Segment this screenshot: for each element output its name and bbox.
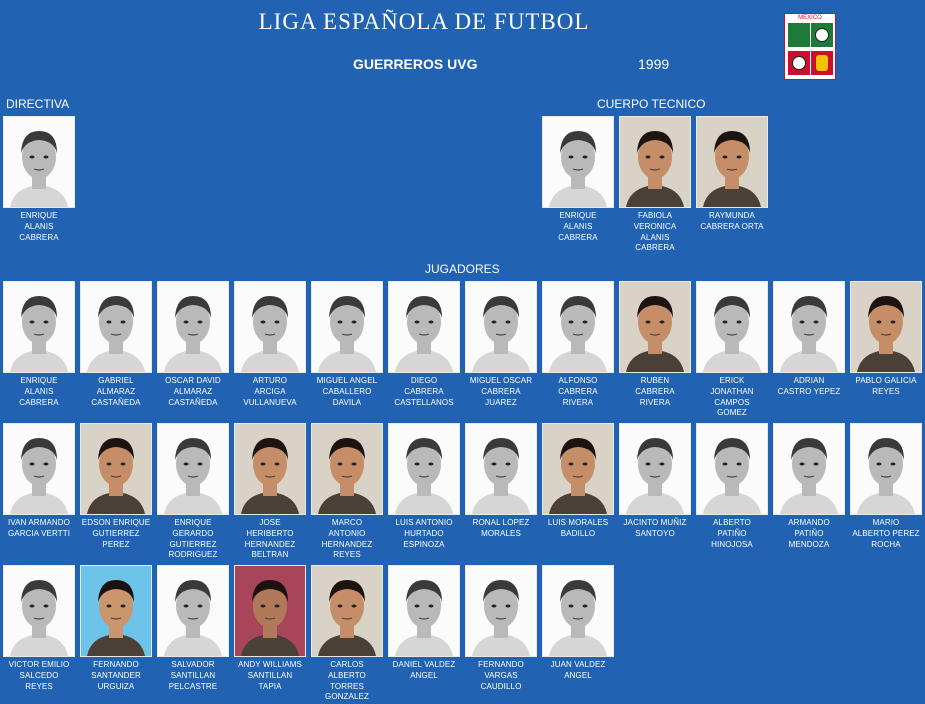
player-name: ENRIQUE GERARDO GUTIERREZ RODRIGUEZ (168, 518, 218, 560)
portrait-card (542, 565, 614, 682)
player-name: FERNANDO SANTANDER URGUIZA (91, 660, 141, 691)
portrait-photo (773, 281, 845, 373)
portrait-card (234, 565, 306, 692)
player-name: RAYMUNDA CABRERA ORTA (700, 211, 764, 231)
portrait-card (542, 281, 614, 408)
crest-quadrant-lion (811, 51, 833, 75)
portrait-card (3, 423, 75, 540)
portrait-photo (388, 565, 460, 657)
portrait-photo (619, 423, 691, 515)
player-name: ADRIAN CASTRO YEPEZ (777, 376, 841, 396)
portrait-card (157, 281, 229, 408)
portrait-photo (157, 423, 229, 515)
section-directiva: DIRECTIVA (6, 97, 70, 111)
player-name: MARIO ALBERTO PEREZ ROCHA (852, 518, 920, 549)
portrait-card (3, 281, 75, 408)
player-name: LUIS MORALES BADILLO (547, 518, 609, 538)
portrait-photo (3, 423, 75, 515)
portrait-photo (3, 565, 75, 657)
section-jugadores: JUGADORES (425, 262, 500, 276)
player-name: MIGUEL ANGEL CABALLERO DAVILA (316, 376, 378, 407)
portrait-card (850, 423, 922, 550)
portrait-card (80, 423, 152, 550)
player-name: ARTURO ARCIGA VULLANUEVA (243, 376, 297, 407)
portrait-card (696, 116, 768, 233)
portrait-photo (388, 281, 460, 373)
portrait-card (80, 565, 152, 692)
portrait-card (542, 423, 614, 540)
portrait-photo (773, 423, 845, 515)
portrait-card (311, 565, 383, 703)
portrait-card (850, 281, 922, 398)
portrait-photo (80, 423, 152, 515)
player-name: ALBERTO PATIÑO HINOJOSA (711, 518, 753, 549)
portrait-photo (465, 423, 537, 515)
portrait-card (3, 116, 75, 243)
portrait-card (311, 281, 383, 408)
player-name: SALVADOR SANTILLAN PELCASTRE (168, 660, 218, 691)
portrait-card (542, 116, 614, 243)
portrait-card (311, 423, 383, 561)
section-cuerpo-tecnico: CUERPO TECNICO (597, 97, 706, 111)
player-name: DIEGO CABRERA CASTELLANOS (394, 376, 454, 407)
portrait-card (619, 116, 691, 254)
portrait-photo (157, 281, 229, 373)
portrait-photo (542, 281, 614, 373)
player-name: GABRIEL ALMARAZ CASTAÑEDA (91, 376, 141, 407)
player-name: MARCO ANTONIO HERNANDEZ REYES (321, 518, 373, 560)
portrait-photo (234, 281, 306, 373)
portrait-photo (465, 281, 537, 373)
player-name: JOSE HERIBERTO HERNANDEZ BELTRAN (244, 518, 296, 560)
player-name: ANDY WILLIAMS SANTILLAN TAPIA (238, 660, 302, 691)
player-name: ALFONSO CABRERA RIVERA (558, 376, 598, 407)
portrait-photo (80, 565, 152, 657)
portrait-photo (234, 565, 306, 657)
portrait-photo (542, 116, 614, 208)
portrait-card (80, 281, 152, 408)
player-name: FABIOLA VERONICA ALANIS CABRERA (633, 211, 677, 253)
team-crest-logo (784, 13, 836, 80)
player-name: ENRIQUE ALANIS CABRERA (558, 211, 598, 242)
crest-quadrant-eagle (788, 23, 810, 47)
portrait-photo (542, 423, 614, 515)
player-name: ENRIQUE ALANIS CABRERA (19, 376, 59, 407)
portrait-card (234, 281, 306, 408)
season-year: 1999 (638, 56, 670, 72)
portrait-card (465, 281, 537, 408)
player-name: PABLO GALICIA REYES (855, 376, 917, 396)
player-name: CARLOS ALBERTO TORRES GONZALEZ (325, 660, 369, 702)
portrait-card (388, 565, 460, 682)
portrait-photo (3, 281, 75, 373)
page-title: LIGA ESPAÑOLA DE FUTBOL (258, 9, 590, 34)
portrait-photo (850, 423, 922, 515)
player-name: JACINTO MUÑIZ SANTOYO (623, 518, 687, 538)
crest-caption: MEXICO (798, 15, 822, 21)
portrait-card (157, 423, 229, 561)
portrait-photo (80, 281, 152, 373)
crest-quadrant-ball-red (788, 51, 810, 75)
player-name: IVAN ARMANDO GARCIA VERTTI (7, 518, 71, 538)
portrait-card (388, 423, 460, 550)
portrait-photo (619, 116, 691, 208)
portrait-photo (157, 565, 229, 657)
portrait-card (157, 565, 229, 692)
portrait-photo (465, 565, 537, 657)
portrait-photo (696, 281, 768, 373)
portrait-card (465, 423, 537, 540)
player-name: ARMANDO PATIÑO MENDOZA (788, 518, 830, 549)
portrait-card (465, 565, 537, 692)
portrait-photo (311, 423, 383, 515)
player-name: FERNANDO VARGAS CAUDILLO (478, 660, 524, 691)
player-name: DANIEL VALDEZ ANGEL (392, 660, 456, 680)
player-name: ERICK JONATHAN CAMPOS GOMEZ (710, 376, 754, 418)
player-name: EDSON ENRIQUE GUTIERREZ PEREZ (81, 518, 151, 549)
player-name: JUAN VALDEZ ANGEL (550, 660, 606, 680)
portrait-card (696, 423, 768, 550)
portrait-photo (311, 565, 383, 657)
portrait-card (619, 281, 691, 408)
portrait-photo (850, 281, 922, 373)
portrait-photo (542, 565, 614, 657)
player-name: OSCAR DAVID ALMARAZ CASTAÑEDA (165, 376, 221, 407)
portrait-photo (311, 281, 383, 373)
portrait-card (3, 565, 75, 692)
team-name: GUERREROS UVG (353, 56, 478, 72)
crest-quadrant-ball (811, 23, 833, 47)
portrait-card (773, 281, 845, 398)
portrait-card (773, 423, 845, 550)
player-name: VICTOR EMILIO SALCEDO REYES (8, 660, 70, 691)
portrait-card (619, 423, 691, 540)
player-name: LUIS ANTONIO HURTADO ESPINOZA (395, 518, 453, 549)
player-name: MIGUEL OSCAR CABRERA JUAREZ (469, 376, 533, 407)
portrait-card (388, 281, 460, 408)
portrait-photo (696, 423, 768, 515)
player-name: ENRIQUE ALANIS CABRERA (19, 211, 59, 242)
player-name: RONAL LOPEZ MORALES (472, 518, 530, 538)
portrait-photo (696, 116, 768, 208)
portrait-photo (3, 116, 75, 208)
portrait-card (696, 281, 768, 419)
portrait-photo (234, 423, 306, 515)
player-name: RUBEN CABRERA RIVERA (635, 376, 675, 407)
portrait-photo (388, 423, 460, 515)
portrait-photo (619, 281, 691, 373)
portrait-card (234, 423, 306, 561)
